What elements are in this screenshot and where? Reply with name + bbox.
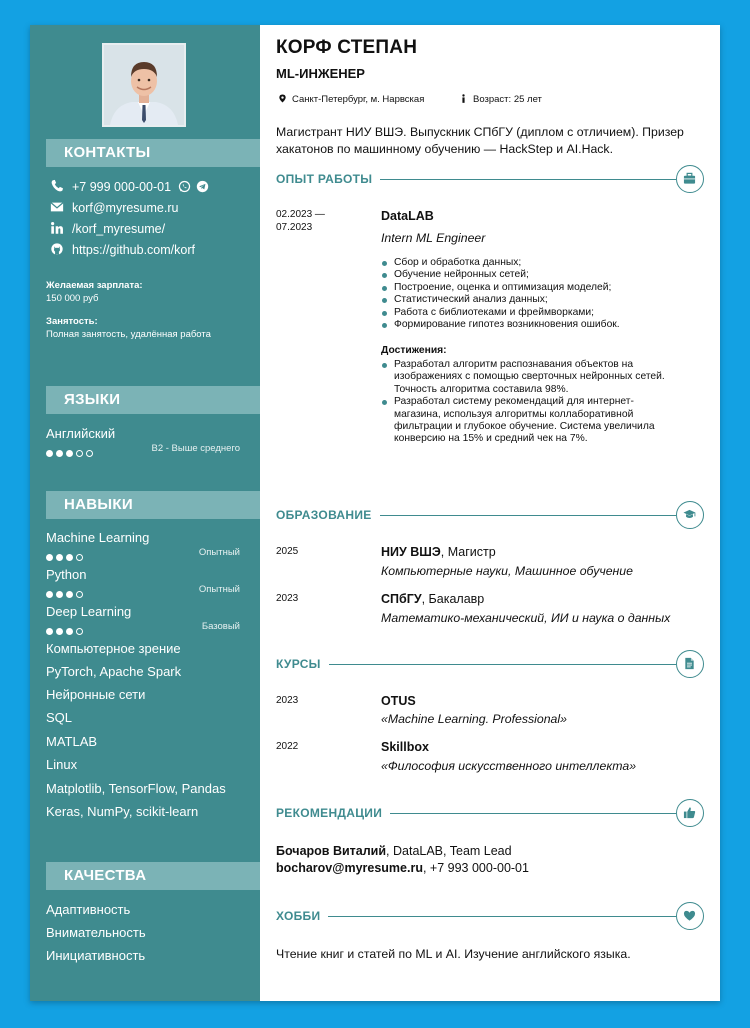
document-icon — [676, 650, 704, 678]
thumbs-up-icon — [676, 799, 704, 827]
course-name: «Философия искусственного интеллекта» — [381, 759, 637, 773]
job-duties — [381, 257, 681, 331]
envelope-icon — [50, 200, 64, 214]
recommender-email[interactable]: bocharov@myresume.ru — [276, 861, 423, 875]
job-date-to: 07.2023 — [276, 222, 313, 233]
hobby-text: Чтение книг и статей по ML и AI. Изучение английского языка. — [276, 947, 631, 961]
rating-dot-filled — [56, 628, 63, 635]
edu-field: Математико-механический, ИИ и наука о данных — [381, 611, 671, 625]
github-row — [50, 241, 195, 259]
achievements-label: Достижения: — [381, 345, 447, 356]
edu-degree: , Магистр — [440, 545, 496, 559]
rating-dot-empty — [86, 450, 93, 457]
rating-dot-empty — [76, 450, 83, 457]
graduation-cap-icon — [676, 501, 704, 529]
recommender — [276, 844, 512, 858]
hobby-title: ХОББИ — [276, 909, 328, 923]
duty-item: Обучение нейронных сетей; — [381, 269, 681, 281]
intro-text: Магистрант НИУ ВШЭ. Выпускник СПбГУ (диплом с отличием). Призер хакатонов по машинному обучению — HackStep и AI.Hack. — [276, 125, 684, 156]
job-achievements — [381, 359, 671, 446]
map-pin-icon — [278, 94, 287, 103]
phone-value[interactable]: +7 999 000-00-01 — [72, 180, 172, 194]
achievement-item: Разработал алгоритм распознавания объектов на изображениях с помощью сверточных нейронных сетей. Точность алгоритма составила 98%. — [381, 359, 671, 396]
duty-item: Статистический анализ данных; — [381, 294, 681, 306]
edu-field: Компьютерные науки, Машинное обучение — [381, 564, 633, 578]
main-content — [260, 25, 720, 1001]
age-value: Возраст: 25 лет — [473, 94, 542, 105]
skill-rating — [46, 622, 86, 632]
edu-year: 2023 — [276, 593, 299, 604]
achievement-item: Разработал систему рекомендаций для интернет-магазина, используя алгоритмы коллаборативной фильтрации и глубокое обучение. Система увеличила конверсию на 15% и средний чек на 7%. — [381, 396, 671, 446]
skill-item: Matplotlib, TensorFlow, Pandas — [46, 781, 226, 796]
job-date-from: 02.2023 — — [276, 209, 325, 220]
course-provider: Skillbox — [381, 740, 429, 754]
salary-label: Желаемая зарплата: — [46, 280, 143, 291]
duty-item: Сбор и обработка данных; — [381, 257, 681, 269]
profile-photo — [102, 43, 186, 127]
skill-rating — [46, 585, 86, 595]
info-icon — [459, 94, 468, 103]
github-icon — [50, 242, 64, 256]
edu-school-name: СПбГУ — [381, 592, 422, 606]
location — [278, 94, 424, 105]
divider — [276, 664, 676, 665]
experience-header — [276, 165, 704, 193]
job-position: Intern ML Engineer — [381, 231, 486, 245]
divider — [276, 916, 676, 917]
skill-name: Deep Learning — [46, 604, 132, 619]
edu-degree: , Бакалавр — [421, 592, 485, 606]
courses-header — [276, 650, 704, 678]
rating-dot-filled — [56, 554, 63, 561]
recommendations-title: РЕКОМЕНДАЦИИ — [276, 806, 390, 820]
rating-dot-empty — [76, 591, 83, 598]
email-value[interactable]: korf@myresume.ru — [72, 201, 179, 215]
rating-dot-filled — [66, 591, 73, 598]
education-header — [276, 501, 704, 529]
phone-icon — [50, 179, 64, 193]
skill-level: Базовый — [201, 621, 240, 632]
location-value: Санкт-Петербург, м. Нарвская — [292, 94, 425, 105]
duty-item: Работа с библиотеками и фреймворками; — [381, 307, 681, 319]
language-rating — [46, 444, 96, 454]
phone-row — [50, 178, 209, 196]
course-name: «Machine Learning. Professional» — [381, 712, 567, 726]
rating-dot-filled — [46, 554, 53, 561]
edu-year: 2025 — [276, 546, 299, 557]
github-value[interactable]: https://github.com/korf — [72, 243, 195, 257]
sidebar — [30, 25, 260, 1001]
skill-item: Linux — [46, 757, 78, 772]
rating-dot-empty — [76, 628, 83, 635]
language-level: B2 - Выше среднего — [151, 443, 240, 454]
quality-item: Внимательность — [46, 925, 146, 940]
rating-dot-filled — [46, 450, 53, 457]
job-company: DataLAB — [381, 209, 434, 223]
skill-level: Опытный — [198, 584, 240, 595]
rating-dot-filled — [66, 628, 73, 635]
quality-item: Инициативность — [46, 948, 146, 963]
skill-name: Python — [46, 567, 87, 582]
telegram-icon[interactable] — [196, 180, 209, 198]
whatsapp-icon[interactable] — [178, 180, 191, 198]
skill-item: Компьютерное зрение — [46, 641, 181, 656]
duty-item: Построение, оценка и оптимизация моделей; — [381, 282, 681, 294]
languages-title: ЯЗЫКИ — [46, 386, 260, 414]
resume-page — [30, 25, 720, 1001]
rating-dot-filled — [56, 591, 63, 598]
employment-value: Полная занятость, удалённая работа — [46, 329, 211, 340]
salary-value: 150 000 руб — [46, 293, 99, 304]
linkedin-value[interactable]: /korf_myresume/ — [72, 222, 166, 236]
person-photo-icon — [104, 45, 184, 125]
skill-item: Keras, NumPy, scikit-learn — [46, 804, 199, 819]
recommendations-header — [276, 799, 704, 827]
edu-school — [381, 545, 496, 559]
rating-dot-filled — [66, 450, 73, 457]
skill-item: SQL — [46, 710, 73, 725]
linkedin-row — [50, 220, 165, 238]
briefcase-icon — [676, 165, 704, 193]
edu-school — [381, 592, 484, 606]
duty-item: Формирование гипотез возникновения ошибок. — [381, 319, 681, 331]
courses-title: КУРСЫ — [276, 657, 329, 671]
person-role: ML-ИНЖЕНЕР — [276, 66, 365, 81]
course-year: 2023 — [276, 695, 299, 706]
recommender-name: Бочаров Виталий — [276, 844, 387, 858]
skill-item: PyTorch, Apache Spark — [46, 664, 182, 679]
rating-dot-filled — [56, 450, 63, 457]
language-name: Английский — [46, 426, 116, 441]
course-provider: OTUS — [381, 694, 416, 708]
skill-name: Machine Learning — [46, 530, 150, 545]
recommender-contacts — [276, 861, 529, 875]
quality-item: Адаптивность — [46, 902, 131, 917]
course-year: 2022 — [276, 741, 299, 752]
recommender-phone: , +7 993 000-00-01 — [422, 861, 529, 875]
edu-school-name: НИУ ВШЭ — [381, 545, 441, 559]
age — [459, 94, 542, 105]
experience-title: ОПЫТ РАБОТЫ — [276, 172, 380, 186]
education-title: ОБРАЗОВАНИЕ — [276, 508, 380, 522]
contacts-title: КОНТАКТЫ — [46, 139, 260, 167]
hobby-header — [276, 902, 704, 930]
skill-item: MATLAB — [46, 734, 98, 749]
person-name: КОРФ СТЕПАН — [276, 37, 418, 58]
heart-icon — [676, 902, 704, 930]
rating-dot-filled — [46, 591, 53, 598]
skill-rating — [46, 548, 86, 558]
rating-dot-empty — [76, 554, 83, 561]
email-row — [50, 199, 178, 217]
employment-label: Занятость: — [46, 316, 98, 327]
skills-title: НАВЫКИ — [46, 491, 260, 519]
qualities-title: КАЧЕСТВА — [46, 862, 260, 890]
linkedin-icon — [50, 221, 64, 235]
rating-dot-filled — [66, 554, 73, 561]
rating-dot-filled — [46, 628, 53, 635]
skill-level: Опытный — [198, 547, 240, 558]
recommender-company: , DataLAB, Team Lead — [386, 844, 512, 858]
skill-item: Нейронные сети — [46, 687, 146, 702]
